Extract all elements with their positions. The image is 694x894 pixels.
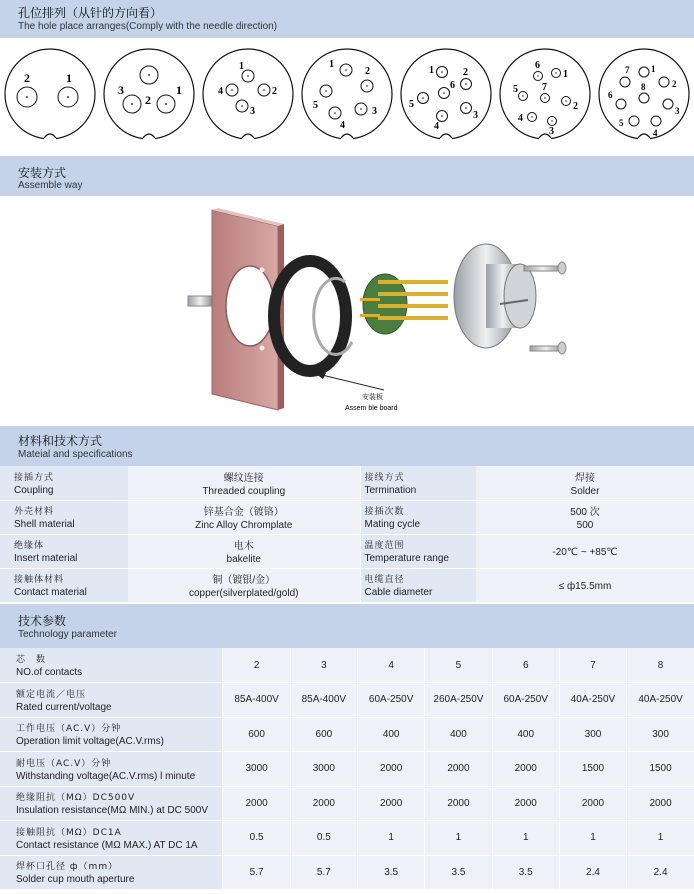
param-value: 400	[425, 717, 492, 752]
spec-key-en: Coupling	[14, 484, 54, 496]
screw-top	[524, 266, 562, 271]
param-value: 40A-250V	[559, 683, 626, 718]
pin-label: 1	[66, 71, 72, 85]
spec-key-zh: 接线方式	[364, 472, 405, 483]
pin-label: 3	[118, 83, 124, 97]
param-value: 5.7	[223, 855, 290, 890]
spec-value-en: Zinc Alloy Chromplate	[195, 520, 293, 531]
rear-screw	[188, 296, 212, 306]
param-value: 2.4	[627, 855, 694, 890]
pin-label: 5	[513, 84, 518, 95]
spec-value	[128, 568, 360, 602]
param-value: 300	[627, 717, 694, 752]
param-label-zh: 芯 数	[16, 655, 47, 665]
materials-row	[0, 568, 694, 602]
spec-key-zh: 接插方式	[14, 472, 55, 483]
pin-label: 4	[653, 128, 658, 138]
spec-value-en: Threaded coupling	[202, 485, 286, 497]
materials-section-title-zh: 材料和技术方式	[18, 434, 103, 448]
pin-label: 3	[473, 110, 478, 121]
pin-label: 6	[608, 90, 613, 100]
pin-label: 1	[563, 69, 568, 80]
pin-label: 6	[535, 60, 540, 71]
param-value: 2000	[223, 786, 290, 821]
pin-label: 4	[434, 121, 439, 132]
assembly-section-title-en: Assemble way	[18, 180, 83, 191]
param-value: 1	[425, 821, 492, 856]
param-value: 6	[492, 648, 559, 683]
param-value: 1	[358, 821, 425, 856]
param-value: 2.4	[559, 855, 626, 890]
tech-row	[0, 752, 694, 787]
assembly-section-title-zh: 安装方式	[18, 166, 67, 180]
spec-value-en: -20℃ ~ +85℃	[552, 546, 618, 558]
tech-row	[0, 683, 694, 718]
param-value: 2000	[290, 786, 357, 821]
param-value: 5.7	[290, 855, 357, 890]
pin-label: 5	[409, 99, 414, 110]
param-label-en: Operation limit voltage(AC.V.rms)	[16, 736, 165, 748]
spec-key	[0, 568, 128, 602]
pin-label: 2	[24, 71, 30, 85]
tech-row	[0, 717, 694, 752]
spec-key	[360, 466, 476, 500]
param-value: 0.5	[290, 821, 357, 856]
pin-label: 1	[429, 65, 434, 76]
spec-key-en: Cable diameter	[364, 587, 433, 598]
spec-value-zh: 铜（镀银/金）	[212, 575, 276, 586]
pin-label: 4	[218, 86, 223, 97]
param-value: 4	[358, 648, 425, 683]
spec-key	[360, 568, 476, 602]
param-label	[0, 821, 223, 856]
param-label	[0, 648, 223, 683]
pin-label: 7	[542, 82, 547, 93]
pin-label: 3	[372, 106, 377, 117]
param-label-en: Contact resistance (MΩ MAX.) AT DC 1A	[16, 839, 198, 851]
tech-table	[0, 648, 694, 890]
tech-row	[0, 855, 694, 890]
param-value: 1500	[627, 752, 694, 787]
pin-label: 1	[176, 83, 182, 97]
spec-value	[476, 568, 694, 602]
param-value: 85A-400V	[223, 683, 290, 718]
pin-label: 1	[651, 64, 656, 74]
param-label-en: Rated current/voltage	[16, 701, 112, 713]
param-value: 60A-250V	[492, 683, 559, 718]
spec-value-en: ≤ ф15.5mm	[558, 580, 612, 592]
param-value: 7	[559, 648, 626, 683]
spec-value-zh: 500 次	[570, 507, 600, 518]
spec-value-en: bakelite	[226, 554, 261, 565]
pin-label: 2	[272, 86, 277, 97]
param-value: 3.5	[358, 855, 425, 890]
param-value: 40A-250V	[627, 683, 694, 718]
pin-label: 1	[239, 61, 244, 72]
tech-row	[0, 648, 694, 683]
assembly-section-header	[0, 156, 694, 196]
pin-layout-5	[300, 42, 394, 146]
spec-key-en: Contact material	[14, 587, 87, 598]
param-value: 600	[223, 717, 290, 752]
param-value: 1	[492, 821, 559, 856]
param-value: 2000	[627, 786, 694, 821]
spec-value-zh: 电木	[233, 541, 254, 552]
tech-section-header	[0, 604, 694, 648]
param-value: 2000	[425, 786, 492, 821]
spec-value-zh: 螺纹连接	[223, 472, 264, 484]
materials-row	[0, 500, 694, 534]
param-label-zh: 额定电流／电压	[16, 689, 87, 700]
spec-value-en: 500	[576, 520, 594, 531]
spec-key-en: Termination	[364, 484, 417, 496]
pin-layout-panel	[0, 38, 694, 154]
param-value: 2000	[492, 786, 559, 821]
param-label	[0, 683, 223, 718]
param-label-en: Solder cup mouth aperture	[16, 874, 135, 886]
param-value: 260A-250V	[425, 683, 492, 718]
param-value: 3	[290, 648, 357, 683]
spec-value	[476, 466, 694, 500]
param-value: 2000	[358, 752, 425, 787]
param-value: 85A-400V	[290, 683, 357, 718]
param-label-zh: 耐电压（AC.V）分钟	[16, 758, 112, 769]
param-value: 2000	[492, 752, 559, 787]
param-value: 60A-250V	[358, 683, 425, 718]
param-label-zh: 绝缘阻抗（MΩ）DC500V	[16, 793, 136, 804]
pin-label: 1	[329, 59, 334, 70]
param-value: 3000	[290, 752, 357, 787]
pin-label: 4	[518, 113, 523, 124]
param-value: 1	[627, 821, 694, 856]
param-value: 2000	[425, 752, 492, 787]
spec-key-en: Insert material	[14, 553, 78, 564]
spec-value-zh: 焊接	[575, 472, 595, 484]
pin-label: 2	[672, 79, 677, 89]
materials-table	[0, 466, 694, 603]
pin-layout-6	[399, 42, 493, 146]
spec-key-en: Temperature range	[364, 553, 449, 564]
spec-value-en: Solder	[570, 485, 600, 497]
spec-key-zh: 接插次数	[364, 507, 405, 517]
pin-layout-3	[102, 42, 196, 146]
param-label	[0, 717, 223, 752]
spec-value	[128, 534, 360, 568]
spec-key-zh: 接触体材料	[14, 575, 65, 585]
hole-section-header	[0, 0, 694, 38]
param-label-en: Insulation resistance(MΩ MIN.) at DC 500V	[16, 805, 208, 817]
spec-value	[128, 466, 360, 500]
screw-bottom	[530, 346, 562, 351]
hole-section-title-en: The hole place arranges(Comply with the needle direction)	[18, 21, 278, 32]
spec-key-zh: 外壳材料	[14, 507, 55, 517]
board-pointer-arrow	[318, 374, 384, 390]
param-label	[0, 752, 223, 787]
param-value: 1	[559, 821, 626, 856]
materials-section-title-en: Mateial and specifications	[18, 449, 133, 460]
exploded-assembly-drawing	[0, 196, 694, 426]
tech-section-title-zh: 技术参数	[18, 614, 67, 628]
spec-key	[0, 534, 128, 568]
pin-layout-7	[498, 42, 592, 146]
param-value: 2000	[358, 786, 425, 821]
pin-label: 2	[463, 67, 468, 78]
materials-row	[0, 466, 694, 500]
board-hole	[226, 266, 274, 346]
board-label-zh: 安装板	[362, 393, 383, 401]
param-label	[0, 855, 223, 890]
param-value: 3.5	[425, 855, 492, 890]
param-label-zh: 焊杯口孔径 ф（mm）	[16, 862, 119, 873]
spec-key	[360, 534, 476, 568]
spec-key-en: Shell material	[14, 519, 75, 530]
param-label-en: Withstanding voltage(AC.V.rms) l minute	[16, 770, 196, 782]
pin-layout-4	[201, 42, 295, 146]
pin-layout-2	[3, 42, 97, 146]
spec-value	[476, 500, 694, 534]
param-value: 600	[290, 717, 357, 752]
param-value: 3000	[223, 752, 290, 787]
pin-label: 7	[625, 65, 630, 75]
tech-row	[0, 821, 694, 856]
board-label-en: Assem ble board	[345, 405, 398, 412]
pin-label: 3	[675, 106, 680, 116]
param-value: 8	[627, 648, 694, 683]
spec-key-zh: 电缆直径	[364, 575, 405, 585]
param-value: 400	[358, 717, 425, 752]
pin-label: 4	[340, 120, 345, 131]
pin-label: 5	[313, 100, 318, 111]
pin-label: 3	[250, 106, 255, 117]
pin-label: 3	[549, 126, 554, 137]
pin-label: 5	[619, 118, 624, 128]
param-value: 2000	[559, 786, 626, 821]
spec-value	[476, 534, 694, 568]
param-label-zh: 工作电压（AC.V）分钟	[16, 724, 122, 735]
assembly-illustration	[0, 196, 694, 426]
spec-key-zh: 温度范围	[364, 541, 405, 551]
materials-row	[0, 534, 694, 568]
pin-label: 8	[641, 82, 646, 92]
param-label-en: NO.of contacts	[16, 667, 83, 678]
pin-label: 2	[573, 101, 578, 112]
pin-label: 6	[450, 80, 455, 91]
param-label	[0, 786, 223, 821]
pin-layout-8	[597, 42, 691, 146]
spec-value	[128, 500, 360, 534]
spec-value-en: copper(silverplated/gold)	[188, 588, 299, 599]
param-value: 0.5	[223, 821, 290, 856]
pin-label: 2	[145, 93, 151, 107]
pin-label: 2	[365, 66, 370, 77]
spec-key-en: Mating cycle	[364, 519, 421, 530]
tech-row	[0, 786, 694, 821]
spec-key	[0, 500, 128, 534]
spec-key	[360, 500, 476, 534]
param-value: 2	[223, 648, 290, 683]
param-value: 1500	[559, 752, 626, 787]
materials-section-header	[0, 426, 694, 466]
param-value: 400	[492, 717, 559, 752]
param-value: 5	[425, 648, 492, 683]
spec-key	[0, 466, 128, 500]
hole-section-title-zh: 孔位排列（从针的方向看）	[18, 6, 163, 20]
spec-key-zh: 绝缘体	[14, 541, 45, 551]
spec-value-zh: 锌基合金（镀铬）	[203, 507, 284, 518]
param-value: 3.5	[492, 855, 559, 890]
param-value: 300	[559, 717, 626, 752]
param-label-zh: 接触阻抗（MΩ）DC1A	[16, 827, 122, 838]
tech-section-title-en: Technology parameter	[18, 629, 117, 640]
